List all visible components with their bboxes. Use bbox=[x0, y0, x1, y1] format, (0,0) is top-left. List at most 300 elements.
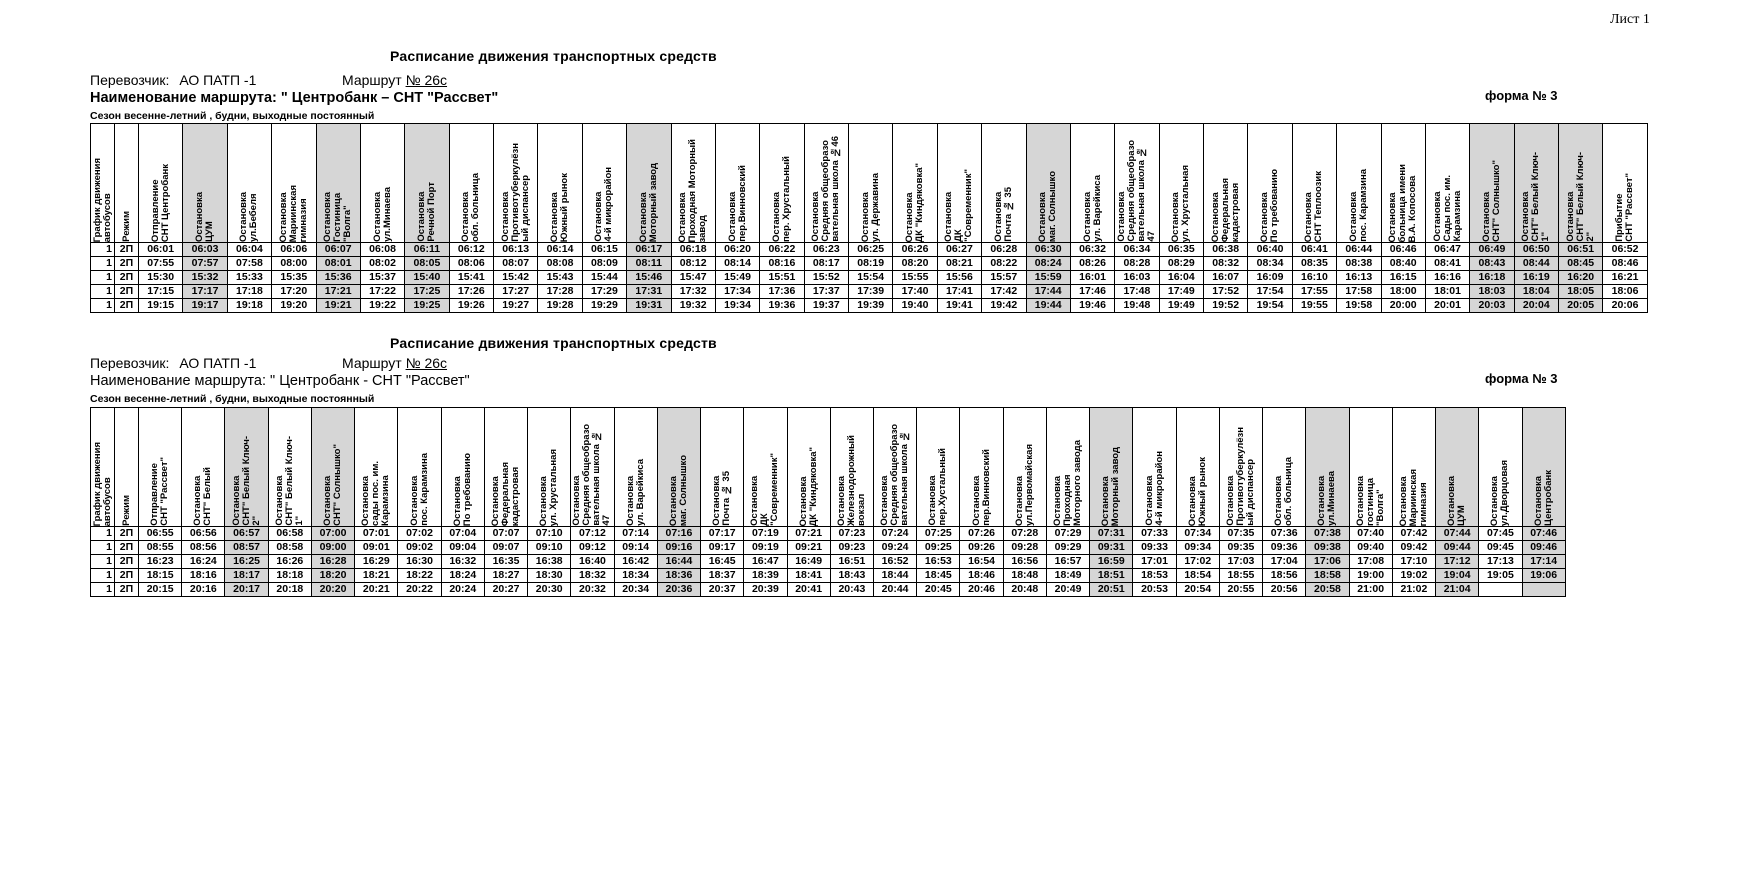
time-cell: 07:25 bbox=[917, 527, 960, 541]
time-cell: 07:17 bbox=[701, 527, 744, 541]
time-cell: 09:35 bbox=[1219, 541, 1262, 555]
time-cell: 08:21 bbox=[937, 257, 981, 271]
time-cell: 09:00 bbox=[311, 541, 354, 555]
time-cell: 18:18 bbox=[268, 569, 311, 583]
time-cell: 06:47 bbox=[1425, 243, 1469, 257]
route-number: № 26с bbox=[405, 355, 448, 371]
column-header bbox=[1176, 408, 1219, 527]
time-cell: 20:15 bbox=[139, 583, 182, 597]
season-label: Сезон весенне-летний , будни, выходные постоянный bbox=[90, 393, 375, 405]
time-cell: 19:44 bbox=[1026, 299, 1070, 313]
route-label: Маршрут bbox=[342, 355, 402, 371]
time-cell: 16:47 bbox=[744, 555, 787, 569]
column-header-label: Остановка гостиница "Волга" bbox=[1354, 475, 1386, 526]
time-cell: 19:25 bbox=[405, 299, 449, 313]
time-cell: 19:41 bbox=[937, 299, 981, 313]
time-cell: 06:51 bbox=[1559, 243, 1603, 257]
column-header bbox=[1133, 408, 1176, 527]
graph-cell: 1 bbox=[91, 271, 115, 285]
time-cell: 08:45 bbox=[1559, 257, 1603, 271]
time-cell: 09:31 bbox=[1090, 541, 1133, 555]
time-cell: 07:23 bbox=[830, 527, 873, 541]
time-cell: 07:01 bbox=[355, 527, 398, 541]
time-cell: 15:54 bbox=[849, 271, 893, 285]
column-header bbox=[405, 124, 449, 243]
time-cell: 09:14 bbox=[614, 541, 657, 555]
time-cell: 16:13 bbox=[1337, 271, 1381, 285]
time-cell: 20:51 bbox=[1090, 583, 1133, 597]
time-cell: 15:46 bbox=[627, 271, 671, 285]
time-cell: 19:26 bbox=[449, 299, 493, 313]
time-cell: 16:23 bbox=[139, 555, 182, 569]
time-cell: 17:26 bbox=[449, 285, 493, 299]
column-header bbox=[1090, 408, 1133, 527]
column-header bbox=[316, 124, 360, 243]
time-cell: 17:17 bbox=[183, 285, 227, 299]
time-cell: 16:44 bbox=[657, 555, 700, 569]
schedule-section-inbound bbox=[90, 335, 1640, 635]
time-cell: 20:44 bbox=[873, 583, 916, 597]
column-header-label: Остановка ул. Хрустальная bbox=[538, 448, 560, 526]
time-cell: 17:46 bbox=[1070, 285, 1114, 299]
column-header-label: Остановка обл. больница bbox=[1273, 457, 1295, 526]
time-cell: 07:21 bbox=[787, 527, 830, 541]
column-header-label: Остановка Почта № 35 bbox=[711, 471, 733, 526]
time-cell: 19:40 bbox=[893, 299, 937, 313]
time-cell: 06:22 bbox=[760, 243, 804, 257]
time-cell: 16:20 bbox=[1559, 271, 1603, 285]
time-cell: 15:56 bbox=[937, 271, 981, 285]
mode-cell: 2П bbox=[115, 243, 139, 257]
column-header bbox=[91, 408, 115, 527]
time-cell: 17:55 bbox=[1292, 285, 1336, 299]
time-cell: 09:44 bbox=[1436, 541, 1479, 555]
column-header bbox=[715, 124, 759, 243]
time-cell: 19:54 bbox=[1248, 299, 1292, 313]
time-cell: 20:27 bbox=[484, 583, 527, 597]
carrier-line bbox=[90, 72, 262, 88]
time-cell: 07:33 bbox=[1133, 527, 1176, 541]
column-header bbox=[1292, 124, 1336, 243]
time-cell: 19:31 bbox=[627, 299, 671, 313]
time-cell: 08:44 bbox=[1514, 257, 1558, 271]
time-cell: 08:19 bbox=[849, 257, 893, 271]
column-header-label: Остановка ДК "Киндяковка" bbox=[797, 446, 819, 526]
column-header-label: Остановка пер.Хустальный bbox=[927, 448, 949, 526]
column-header-label: Остановка пер.Винновский bbox=[726, 165, 748, 242]
time-cell: 08:58 bbox=[268, 541, 311, 555]
time-cell: 08:34 bbox=[1248, 257, 1292, 271]
time-cell: 18:49 bbox=[1046, 569, 1089, 583]
time-cell: 06:46 bbox=[1381, 243, 1425, 257]
column-header-label: Остановка сады пос. им. Карамзина bbox=[360, 461, 392, 526]
time-cell: 18:22 bbox=[398, 569, 441, 583]
time-cell: 16:53 bbox=[917, 555, 960, 569]
time-cell: 20:21 bbox=[355, 583, 398, 597]
time-cell: 20:05 bbox=[1559, 299, 1603, 313]
time-cell: 17:01 bbox=[1133, 555, 1176, 569]
time-cell: 16:09 bbox=[1248, 271, 1292, 285]
time-cell: 18:05 bbox=[1559, 285, 1603, 299]
table-row bbox=[91, 583, 1566, 597]
time-cell: 18:56 bbox=[1263, 569, 1306, 583]
graph-cell: 1 bbox=[91, 299, 115, 313]
column-header-label: Остановка Федеральная кадастровая bbox=[1209, 177, 1241, 242]
schedule-section-outbound bbox=[90, 48, 1640, 343]
time-cell: 16:40 bbox=[571, 555, 614, 569]
column-header bbox=[115, 124, 139, 243]
time-cell: 20:06 bbox=[1603, 299, 1647, 313]
column-header bbox=[744, 408, 787, 527]
time-cell: 07:35 bbox=[1219, 527, 1262, 541]
time-cell: 06:28 bbox=[982, 243, 1026, 257]
time-cell: 15:44 bbox=[582, 271, 626, 285]
time-cell: 18:24 bbox=[441, 569, 484, 583]
column-header-label: Режим bbox=[120, 211, 132, 242]
time-cell: 06:40 bbox=[1248, 243, 1292, 257]
column-header-label: Остановка ул.Дворцовая bbox=[1489, 459, 1511, 526]
time-cell: 07:10 bbox=[528, 527, 571, 541]
mode-cell: 2П bbox=[115, 583, 139, 597]
time-cell: 09:34 bbox=[1176, 541, 1219, 555]
time-cell: 20:53 bbox=[1133, 583, 1176, 597]
column-header bbox=[1306, 408, 1349, 527]
column-header-label: Остановка 4-й микрорайон bbox=[1143, 451, 1165, 526]
column-header bbox=[1046, 408, 1089, 527]
time-cell: 18:03 bbox=[1470, 285, 1514, 299]
time-cell: 06:03 bbox=[183, 243, 227, 257]
time-cell: 17:13 bbox=[1479, 555, 1522, 569]
route-name-line bbox=[90, 90, 498, 106]
time-cell: 18:58 bbox=[1306, 569, 1349, 583]
time-cell: 16:35 bbox=[484, 555, 527, 569]
column-header-label: Остановка обл. больница bbox=[460, 173, 482, 242]
time-cell: 18:45 bbox=[917, 569, 960, 583]
carrier-name: АО ПАТП -1 bbox=[179, 72, 257, 88]
column-header bbox=[937, 124, 981, 243]
time-cell: 07:16 bbox=[657, 527, 700, 541]
time-cell: 16:01 bbox=[1070, 271, 1114, 285]
column-header bbox=[787, 408, 830, 527]
time-cell: 08:55 bbox=[139, 541, 182, 555]
time-cell: 08:46 bbox=[1603, 257, 1647, 271]
form-label: форма № 3 bbox=[1485, 371, 1558, 386]
column-header-label: Остановка Федеральная кадастровая bbox=[489, 461, 521, 526]
column-header-label: Остановка По требованию bbox=[451, 452, 473, 526]
time-cell: 06:41 bbox=[1292, 243, 1336, 257]
time-cell: 16:54 bbox=[960, 555, 1003, 569]
time-cell: 08:06 bbox=[449, 257, 493, 271]
time-cell: 19:42 bbox=[982, 299, 1026, 313]
column-header bbox=[227, 124, 271, 243]
time-cell: 16:32 bbox=[441, 555, 484, 569]
column-header-label: Режим bbox=[120, 495, 132, 526]
table-row bbox=[91, 271, 1648, 285]
graph-cell: 1 bbox=[91, 243, 115, 257]
time-cell: 19:39 bbox=[849, 299, 893, 313]
time-cell: 19:28 bbox=[538, 299, 582, 313]
time-cell: 19:15 bbox=[139, 299, 183, 313]
time-cell: 07:29 bbox=[1046, 527, 1089, 541]
time-cell: 18:16 bbox=[182, 569, 225, 583]
column-header-label: Остановка Южный рынок bbox=[1186, 456, 1208, 526]
time-cell: 09:02 bbox=[398, 541, 441, 555]
column-header-label: Остановка маг. Солнышко bbox=[667, 454, 689, 526]
time-cell: 09:45 bbox=[1479, 541, 1522, 555]
time-cell: 15:59 bbox=[1026, 271, 1070, 285]
time-cell: 20:55 bbox=[1219, 583, 1262, 597]
column-header-label: Остановка СНТ" Солнышко" bbox=[1480, 160, 1502, 242]
time-cell: 06:06 bbox=[272, 243, 316, 257]
time-cell: 17:58 bbox=[1337, 285, 1381, 299]
time-cell: 15:42 bbox=[494, 271, 538, 285]
time-cell: 16:28 bbox=[311, 555, 354, 569]
time-cell: 16:57 bbox=[1046, 555, 1089, 569]
time-cell: 17:49 bbox=[1159, 285, 1203, 299]
time-cell: 06:38 bbox=[1204, 243, 1248, 257]
time-cell: 16:56 bbox=[1003, 555, 1046, 569]
time-cell: 06:55 bbox=[139, 527, 182, 541]
time-cell: 16:07 bbox=[1204, 271, 1248, 285]
time-cell: 20:48 bbox=[1003, 583, 1046, 597]
column-header-label: Отправление СНТ Центробанк bbox=[149, 163, 171, 242]
time-cell: 07:12 bbox=[571, 527, 614, 541]
time-cell: 09:40 bbox=[1349, 541, 1392, 555]
column-header bbox=[1159, 124, 1203, 243]
time-cell: 06:25 bbox=[849, 243, 893, 257]
column-header bbox=[225, 408, 268, 527]
time-cell: 19:46 bbox=[1070, 299, 1114, 313]
column-header-label: Остановка Почта № 35 bbox=[992, 187, 1014, 242]
time-cell: 16:42 bbox=[614, 555, 657, 569]
column-header-label: Прибытие СНТ "Рассвет" bbox=[1614, 173, 1636, 242]
season-label: Сезон весенне-летний , будни, выходные постоянный bbox=[90, 110, 375, 122]
time-cell: 06:44 bbox=[1337, 243, 1381, 257]
time-cell: 07:42 bbox=[1392, 527, 1435, 541]
time-cell: 08:08 bbox=[538, 257, 582, 271]
route-name: " Центробанк - СНТ "Рассвет" bbox=[270, 373, 470, 389]
time-cell: 09:10 bbox=[528, 541, 571, 555]
time-cell: 16:45 bbox=[701, 555, 744, 569]
column-header bbox=[1559, 124, 1603, 243]
column-header bbox=[571, 408, 614, 527]
column-header-label: Остановка Гостиница "Волга" bbox=[322, 191, 354, 242]
column-header-label: Остановка Средняя общеобразо вательная школа № bbox=[879, 424, 911, 526]
mode-cell: 2П bbox=[115, 569, 139, 583]
time-cell: 16:15 bbox=[1381, 271, 1425, 285]
time-cell: 18:27 bbox=[484, 569, 527, 583]
mode-cell: 2П bbox=[115, 285, 139, 299]
carrier-label: Перевозчик: bbox=[90, 355, 170, 371]
time-cell: 16:03 bbox=[1115, 271, 1159, 285]
time-cell: 17:08 bbox=[1349, 555, 1392, 569]
time-cell: 20:18 bbox=[268, 583, 311, 597]
time-cell: 07:58 bbox=[227, 257, 271, 271]
time-cell: 17:06 bbox=[1306, 555, 1349, 569]
time-cell: 21:02 bbox=[1392, 583, 1435, 597]
time-cell: 17:41 bbox=[937, 285, 981, 299]
column-header-label: Остановка пер.Винновский bbox=[970, 449, 992, 526]
time-cell: 06:30 bbox=[1026, 243, 1070, 257]
time-cell: 06:17 bbox=[627, 243, 671, 257]
time-cell: 08:38 bbox=[1337, 257, 1381, 271]
time-cell: 17:02 bbox=[1176, 555, 1219, 569]
time-cell: 17:18 bbox=[227, 285, 271, 299]
column-header-label: Остановка Средняя общеобразо вательная школа № 47 bbox=[1115, 140, 1157, 242]
time-cell: 19:36 bbox=[760, 299, 804, 313]
carrier-line bbox=[90, 355, 262, 371]
table-row bbox=[91, 299, 1648, 313]
time-cell: 20:49 bbox=[1046, 583, 1089, 597]
time-cell: 17:10 bbox=[1392, 555, 1435, 569]
time-cell: 08:22 bbox=[982, 257, 1026, 271]
mode-cell: 2П bbox=[115, 555, 139, 569]
schedule-table-inbound bbox=[90, 407, 1566, 597]
column-header-label: Остановка пер. Хрустальный bbox=[770, 156, 792, 242]
column-header bbox=[538, 124, 582, 243]
time-cell: 15:41 bbox=[449, 271, 493, 285]
time-cell: 16:04 bbox=[1159, 271, 1203, 285]
time-cell: 18:20 bbox=[311, 569, 354, 583]
time-cell: 06:01 bbox=[139, 243, 183, 257]
route-name-line bbox=[90, 373, 470, 389]
time-cell: 16:10 bbox=[1292, 271, 1336, 285]
time-cell: 18:06 bbox=[1603, 285, 1647, 299]
time-cell: 07:38 bbox=[1306, 527, 1349, 541]
column-header bbox=[760, 124, 804, 243]
time-cell: 18:41 bbox=[787, 569, 830, 583]
time-cell: 06:04 bbox=[227, 243, 271, 257]
time-cell: 19:04 bbox=[1436, 569, 1479, 583]
table-row bbox=[91, 285, 1648, 299]
time-cell: 09:12 bbox=[571, 541, 614, 555]
time-cell: 06:35 bbox=[1159, 243, 1203, 257]
carrier-label: Перевозчик: bbox=[90, 72, 170, 88]
time-cell bbox=[1479, 583, 1522, 597]
time-cell: 07:36 bbox=[1263, 527, 1306, 541]
column-header-label: Остановка СНТ" Белый Ключ- 2" bbox=[230, 436, 262, 526]
column-header-label: Остановка ДК "Современник" bbox=[943, 169, 975, 242]
time-cell: 17:15 bbox=[139, 285, 183, 299]
time-cell: 18:51 bbox=[1090, 569, 1133, 583]
time-cell: 18:44 bbox=[873, 569, 916, 583]
time-cell: 09:17 bbox=[701, 541, 744, 555]
column-header-label: Остановка Моторный завод bbox=[1100, 446, 1122, 526]
time-cell: 15:33 bbox=[227, 271, 271, 285]
column-header-label: Остановка ДК "Киндяковка" bbox=[904, 162, 926, 242]
time-cell: 20:41 bbox=[787, 583, 830, 597]
time-cell: 06:07 bbox=[316, 243, 360, 257]
time-cell: 20:46 bbox=[960, 583, 1003, 597]
route-name: " Центробанк – СНТ "Рассвет" bbox=[280, 90, 499, 106]
column-header-label: Остановка Проходная Моторный завод bbox=[677, 138, 709, 242]
time-cell: 08:41 bbox=[1425, 257, 1469, 271]
time-cell: 19:48 bbox=[1115, 299, 1159, 313]
time-cell: 17:22 bbox=[360, 285, 404, 299]
column-header-label: Остановка пос. Карамзина bbox=[1347, 169, 1369, 242]
time-cell: 06:50 bbox=[1514, 243, 1558, 257]
column-header-label: Остановка ул.Первомайская bbox=[1013, 443, 1035, 526]
time-cell: 20:43 bbox=[830, 583, 873, 597]
time-cell: 06:58 bbox=[268, 527, 311, 541]
time-cell: 06:32 bbox=[1070, 243, 1114, 257]
time-cell: 07:45 bbox=[1479, 527, 1522, 541]
column-header-label: Остановка ЦУМ bbox=[1446, 475, 1468, 526]
time-cell: 19:55 bbox=[1292, 299, 1336, 313]
time-cell: 06:20 bbox=[715, 243, 759, 257]
column-header bbox=[484, 408, 527, 527]
time-cell: 08:24 bbox=[1026, 257, 1070, 271]
column-header-label: Остановка СНТ" Белый Ключ- 1" bbox=[273, 436, 305, 526]
time-cell: 17:39 bbox=[849, 285, 893, 299]
time-cell: 18:17 bbox=[225, 569, 268, 583]
time-cell: 09:04 bbox=[441, 541, 484, 555]
time-cell: 09:33 bbox=[1133, 541, 1176, 555]
time-cell: 18:36 bbox=[657, 569, 700, 583]
time-cell: 17:20 bbox=[272, 285, 316, 299]
column-header bbox=[1070, 124, 1114, 243]
time-cell: 08:09 bbox=[582, 257, 626, 271]
time-cell: 06:57 bbox=[225, 527, 268, 541]
time-cell: 07:57 bbox=[183, 257, 227, 271]
column-header bbox=[830, 408, 873, 527]
graph-cell: 1 bbox=[91, 555, 115, 569]
time-cell: 16:38 bbox=[528, 555, 571, 569]
time-cell: 17:40 bbox=[893, 285, 937, 299]
graph-cell: 1 bbox=[91, 285, 115, 299]
time-cell: 17:32 bbox=[671, 285, 715, 299]
time-cell: 07:31 bbox=[1090, 527, 1133, 541]
column-header bbox=[1263, 408, 1306, 527]
time-cell: 18:53 bbox=[1133, 569, 1176, 583]
time-cell: 16:18 bbox=[1470, 271, 1514, 285]
time-cell: 06:52 bbox=[1603, 243, 1647, 257]
time-cell: 08:40 bbox=[1381, 257, 1425, 271]
route-name-label: Наименование маршрута: bbox=[90, 90, 277, 106]
time-cell: 18:04 bbox=[1514, 285, 1558, 299]
time-cell: 17:37 bbox=[804, 285, 848, 299]
time-cell: 18:39 bbox=[744, 569, 787, 583]
time-cell: 09:28 bbox=[1003, 541, 1046, 555]
time-cell: 07:04 bbox=[441, 527, 484, 541]
column-header bbox=[91, 124, 115, 243]
time-cell: 18:54 bbox=[1176, 569, 1219, 583]
time-cell: 20:37 bbox=[701, 583, 744, 597]
column-header bbox=[268, 408, 311, 527]
column-header bbox=[311, 408, 354, 527]
column-header bbox=[657, 408, 700, 527]
column-header-label: Остановка больница имени В.А. Копосова bbox=[1387, 163, 1419, 242]
time-cell: 17:36 bbox=[760, 285, 804, 299]
route-line bbox=[342, 72, 447, 88]
column-header-label: График движения автобусов bbox=[91, 441, 113, 526]
time-cell: 16:59 bbox=[1090, 555, 1133, 569]
column-header bbox=[494, 124, 538, 243]
time-cell: 06:18 bbox=[671, 243, 715, 257]
table-row bbox=[91, 243, 1648, 257]
time-cell: 15:35 bbox=[272, 271, 316, 285]
time-cell: 17:25 bbox=[405, 285, 449, 299]
time-cell: 08:20 bbox=[893, 257, 937, 271]
time-cell: 08:26 bbox=[1070, 257, 1114, 271]
column-header-label: Остановка СНТ" Белый Ключ- 1" bbox=[1520, 152, 1552, 242]
column-header-label: Остановка ул. Варейкиса bbox=[624, 459, 646, 526]
column-header bbox=[1425, 124, 1469, 243]
time-cell: 20:01 bbox=[1425, 299, 1469, 313]
time-cell: 07:14 bbox=[614, 527, 657, 541]
time-cell: 07:19 bbox=[744, 527, 787, 541]
time-cell: 19:17 bbox=[183, 299, 227, 313]
